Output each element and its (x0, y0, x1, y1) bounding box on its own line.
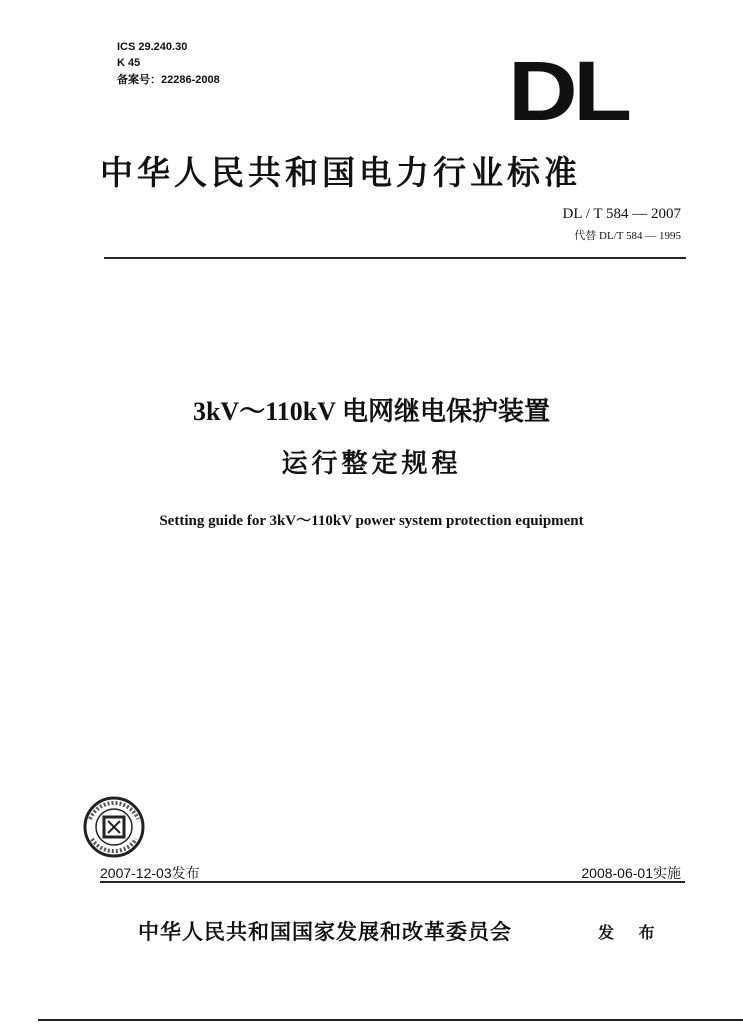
top-divider (104, 257, 686, 259)
publisher-name: 中华人民共和国国家发展和改革委员会 (138, 919, 512, 944)
english-title: Setting guide for 3kV～110kV power system protection equipment (159, 513, 584, 529)
document-title-line2: 运行整定规程 (281, 448, 462, 478)
standard-type-heading: 中华人民共和国电力行业标准 (100, 153, 581, 192)
replaces-code: 代替 DL/T 584 — 1995 (574, 230, 681, 242)
standard-code: DL / T 584 — 2007 (562, 206, 681, 222)
document-title-line1: 3kV～110kV 电网继电保护装置 (192, 397, 551, 426)
dl-logo: DL (508, 44, 628, 138)
ics-code: ICS 29.240.30 (117, 41, 188, 53)
record-number: 备案号：22286-2008 (117, 74, 220, 86)
effective-date: 2008-06-01实施 (581, 865, 681, 881)
date-divider (100, 881, 685, 883)
publish-label: 发 布 (598, 925, 665, 942)
class-code: K 45 (117, 57, 141, 69)
publisher-seal-icon (82, 795, 146, 859)
bottom-divider (38, 1019, 743, 1021)
issue-date: 2007-12-03发布 (100, 865, 200, 881)
